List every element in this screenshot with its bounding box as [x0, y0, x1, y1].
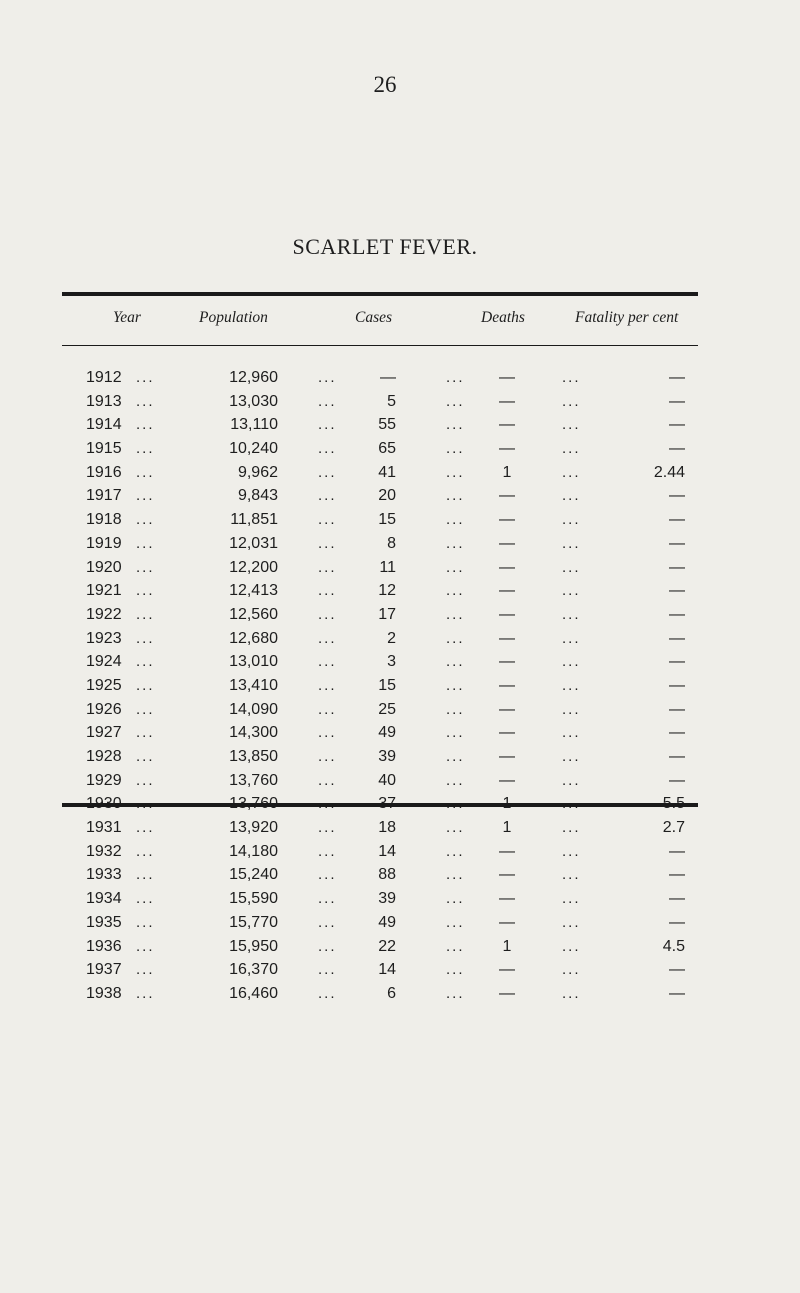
dot-leader: ... [446, 961, 465, 979]
dot-leader: ... [136, 866, 155, 884]
cell-deaths: — [499, 534, 515, 552]
dot-leader: ... [562, 724, 581, 742]
dot-leader: ... [136, 700, 155, 718]
dot-leader: ... [318, 890, 337, 908]
cell-population: 15,240 [229, 866, 278, 884]
cell-deaths: — [499, 771, 515, 789]
cell-deaths: — [499, 748, 515, 765]
table-bottom-rule [62, 803, 698, 807]
dot-leader: ... [318, 676, 337, 694]
dot-leader: ... [562, 487, 581, 505]
cell-population: 10,240 [229, 440, 278, 458]
dot-leader: ... [136, 937, 155, 955]
cell-year: 1916 [86, 463, 122, 481]
cell-cases: 88 [378, 866, 396, 884]
column-header-cases: Cases [355, 309, 393, 326]
cell-population: 16,370 [229, 961, 278, 979]
dot-leader: ... [446, 653, 465, 671]
dot-leader: ... [446, 629, 465, 647]
dot-leader: ... [562, 369, 581, 386]
dot-leader: ... [446, 984, 465, 1002]
table-row [0, 843, 800, 860]
cell-cases: 17 [378, 605, 396, 623]
cell-deaths: 1 [502, 463, 512, 481]
table-row [0, 890, 800, 907]
cell-year: 1931 [86, 819, 122, 837]
cell-fatality: — [669, 984, 685, 1002]
column-header-deaths: Deaths [481, 309, 525, 326]
dot-leader: ... [136, 842, 155, 860]
cell-year: 1937 [86, 961, 122, 979]
cell-fatality: — [669, 416, 685, 434]
dot-leader: ... [136, 913, 155, 931]
cell-population: 15,950 [229, 937, 278, 955]
cell-population: 13,010 [229, 653, 278, 671]
cell-deaths: — [499, 629, 515, 647]
cell-year: 1924 [86, 653, 122, 671]
column-header-fatality: Fatality per cent [575, 309, 679, 326]
cell-deaths: — [499, 653, 515, 671]
dot-leader: ... [136, 511, 155, 529]
dot-leader: ... [136, 748, 155, 765]
dot-leader: ... [318, 842, 337, 860]
dot-leader: ... [318, 558, 337, 576]
dot-leader: ... [562, 511, 581, 529]
cell-year: 1932 [86, 842, 122, 860]
cell-fatality: — [669, 842, 685, 860]
table-row [0, 464, 800, 481]
cell-deaths: — [499, 511, 515, 529]
dot-leader: ... [562, 676, 581, 694]
column-header-year: Year [113, 309, 141, 326]
cell-year: 1921 [86, 582, 122, 600]
table-row [0, 819, 800, 836]
cell-fatality: — [669, 961, 685, 979]
cell-cases: 22 [378, 937, 396, 955]
cell-year: 1935 [86, 913, 122, 931]
table-row [0, 582, 800, 599]
cell-fatality: — [669, 724, 685, 742]
page-number: 26 [373, 72, 397, 97]
dot-leader: ... [446, 676, 465, 694]
dot-leader: ... [562, 463, 581, 481]
cell-population: 14,300 [229, 724, 278, 742]
cell-year: 1915 [86, 440, 122, 458]
cell-cases: 2 [387, 629, 396, 647]
dot-leader: ... [562, 937, 581, 955]
dot-leader: ... [318, 629, 337, 647]
dot-leader: ... [318, 440, 337, 458]
cell-year: 1914 [86, 416, 122, 434]
cell-population: 15,590 [229, 890, 278, 908]
dot-leader: ... [562, 582, 581, 600]
dot-leader: ... [446, 558, 465, 576]
cell-deaths: — [499, 961, 515, 979]
dot-leader: ... [562, 819, 581, 837]
dot-leader: ... [136, 487, 155, 505]
cell-deaths: — [499, 676, 515, 694]
cell-cases: 14 [378, 961, 396, 979]
cell-deaths: — [499, 724, 515, 742]
dot-leader: ... [318, 913, 337, 931]
cell-deaths: — [499, 605, 515, 623]
page-title: SCARLET FEVER. [292, 234, 478, 259]
dot-leader: ... [446, 416, 465, 434]
cell-cases: 65 [378, 440, 396, 458]
dot-leader: ... [136, 605, 155, 623]
cell-cases: 40 [378, 771, 396, 789]
cell-fatality: — [669, 534, 685, 552]
cell-fatality: — [669, 440, 685, 458]
cell-fatality: — [669, 676, 685, 694]
table-row [0, 487, 800, 504]
table-row [0, 653, 800, 670]
cell-population: 15,770 [229, 913, 278, 931]
dot-leader: ... [136, 984, 155, 1002]
dot-leader: ... [446, 511, 465, 529]
dot-leader: ... [136, 771, 155, 789]
dot-leader: ... [446, 724, 465, 742]
cell-fatality: — [669, 605, 685, 623]
table-row [0, 772, 800, 789]
table-row [0, 985, 800, 1002]
dot-leader: ... [136, 819, 155, 837]
dot-leader: ... [136, 440, 155, 458]
dot-leader: ... [446, 700, 465, 718]
table-top-rule [62, 292, 698, 296]
cell-year: 1933 [86, 866, 122, 884]
cell-deaths: — [499, 842, 515, 860]
cell-cases: 3 [387, 653, 396, 671]
cell-deaths: — [499, 700, 515, 718]
table-row [0, 630, 800, 647]
dot-leader: ... [446, 890, 465, 908]
dot-leader: ... [446, 748, 465, 765]
cell-year: 1917 [86, 487, 122, 505]
cell-year: 1925 [86, 676, 122, 694]
dot-leader: ... [136, 463, 155, 481]
cell-deaths: — [499, 558, 515, 576]
table-header-rule [62, 345, 698, 346]
dot-leader: ... [136, 392, 155, 410]
dot-leader: ... [318, 605, 337, 623]
table-row [0, 866, 800, 883]
cell-population: 13,920 [229, 819, 278, 837]
cell-fatality: — [669, 771, 685, 789]
dot-leader: ... [318, 653, 337, 671]
dot-leader: ... [446, 392, 465, 410]
cell-deaths: — [499, 984, 515, 1002]
dot-leader: ... [562, 771, 581, 789]
dot-leader: ... [562, 416, 581, 434]
cell-fatality: — [669, 558, 685, 576]
table-header [0, 309, 800, 333]
dot-leader: ... [562, 961, 581, 979]
cell-population: 12,560 [229, 605, 278, 623]
cell-population: 9,962 [237, 463, 278, 481]
dot-leader: ... [562, 700, 581, 718]
cell-cases: 49 [378, 724, 396, 742]
cell-cases: 18 [378, 819, 396, 837]
dot-leader: ... [318, 984, 337, 1002]
dot-leader: ... [136, 653, 155, 671]
dot-leader: ... [136, 676, 155, 694]
cell-population: 13,030 [229, 392, 278, 410]
dot-leader: ... [318, 416, 337, 434]
cell-year: 1923 [86, 629, 122, 647]
cell-population: 14,180 [229, 842, 278, 860]
dot-leader: ... [446, 842, 465, 860]
dot-leader: ... [318, 771, 337, 789]
dot-leader: ... [446, 866, 465, 884]
table-row [0, 511, 800, 528]
dot-leader: ... [562, 440, 581, 458]
cell-population: 13,110 [230, 416, 278, 434]
cell-deaths: — [499, 913, 515, 931]
cell-fatality: — [669, 748, 685, 765]
dot-leader: ... [318, 700, 337, 718]
cell-cases: 49 [378, 913, 396, 931]
dot-leader: ... [446, 440, 465, 458]
cell-fatality: — [669, 511, 685, 529]
cell-population: 12,200 [229, 558, 278, 576]
cell-year: 1929 [86, 771, 122, 789]
dot-leader: ... [446, 582, 465, 600]
cell-population: 11,851 [230, 511, 278, 529]
dot-leader: ... [136, 558, 155, 576]
cell-cases: 15 [378, 676, 396, 694]
dot-leader: ... [562, 913, 581, 931]
cell-deaths: — [499, 392, 515, 410]
dot-leader: ... [318, 463, 337, 481]
cell-cases: 5 [387, 392, 396, 410]
cell-deaths: — [499, 866, 515, 884]
dot-leader: ... [446, 369, 465, 386]
cell-fatality: — [669, 913, 685, 931]
cell-population: 14,090 [229, 700, 278, 718]
dot-leader: ... [136, 890, 155, 908]
dot-leader: ... [136, 961, 155, 979]
cell-fatality: — [669, 866, 685, 884]
cell-fatality: 4.5 [662, 937, 685, 955]
cell-population: 13,850 [229, 748, 278, 765]
cell-year: 1928 [86, 748, 122, 765]
dot-leader: ... [136, 369, 155, 386]
table-row [0, 535, 800, 552]
cell-population: 13,410 [229, 676, 278, 694]
dot-leader: ... [318, 748, 337, 765]
dot-leader: ... [318, 937, 337, 955]
table-row [0, 914, 800, 931]
cell-cases: 11 [379, 558, 396, 576]
cell-deaths: 1 [502, 819, 512, 837]
cell-fatality: — [669, 629, 685, 647]
cell-cases: 12 [378, 582, 396, 600]
cell-year: 1936 [86, 937, 122, 955]
table-row [0, 961, 800, 978]
cell-cases: 25 [378, 700, 396, 718]
cell-cases: 39 [378, 748, 396, 765]
cell-population: 9,843 [237, 487, 278, 505]
cell-fatality: — [669, 582, 685, 600]
table-row [0, 440, 800, 457]
cell-population: 12,680 [229, 629, 278, 647]
dot-leader: ... [136, 724, 155, 742]
cell-fatality: 2.7 [662, 819, 685, 837]
dot-leader: ... [318, 511, 337, 529]
table-row [0, 701, 800, 718]
dot-leader: ... [562, 842, 581, 860]
cell-cases: 6 [387, 984, 396, 1002]
table-row [0, 748, 800, 765]
cell-cases: 41 [378, 463, 396, 481]
cell-cases: 20 [378, 487, 396, 505]
cell-deaths: — [499, 890, 515, 908]
cell-population: 12,031 [229, 534, 278, 552]
dot-leader: ... [446, 937, 465, 955]
table-row [0, 938, 800, 955]
cell-population: 13,760 [229, 771, 278, 789]
cell-deaths: 1 [502, 937, 512, 955]
dot-leader: ... [318, 392, 337, 410]
cell-year: 1938 [86, 984, 122, 1002]
dot-leader: ... [562, 748, 581, 765]
dot-leader: ... [562, 558, 581, 576]
dot-leader: ... [562, 984, 581, 1002]
dot-leader: ... [446, 463, 465, 481]
cell-cases: 39 [378, 890, 396, 908]
dot-leader: ... [318, 369, 337, 386]
dot-leader: ... [318, 724, 337, 742]
dot-leader: ... [446, 534, 465, 552]
dot-leader: ... [318, 819, 337, 837]
dot-leader: ... [136, 416, 155, 434]
dot-leader: ... [318, 487, 337, 505]
dot-leader: ... [562, 392, 581, 410]
dot-leader: ... [562, 629, 581, 647]
cell-cases: 55 [378, 416, 396, 434]
dot-leader: ... [318, 582, 337, 600]
cell-cases: 14 [378, 842, 396, 860]
cell-fatality: — [669, 487, 685, 505]
cell-fatality: — [669, 700, 685, 718]
cell-year: 1922 [86, 605, 122, 623]
dot-leader: ... [318, 866, 337, 884]
dot-leader: ... [446, 771, 465, 789]
column-header-population: Population [199, 309, 268, 326]
dot-leader: ... [318, 534, 337, 552]
cell-fatality: — [669, 890, 685, 908]
dot-leader: ... [136, 582, 155, 600]
cell-fatality: 2.44 [653, 463, 685, 481]
dot-leader: ... [562, 605, 581, 623]
table-row [0, 724, 800, 741]
dot-leader: ... [136, 629, 155, 647]
table-row [0, 606, 800, 623]
cell-year: 1926 [86, 700, 122, 718]
dot-leader: ... [446, 487, 465, 505]
dot-leader: ... [446, 605, 465, 623]
cell-deaths: — [499, 440, 515, 458]
cell-population: 12,960 [229, 369, 278, 386]
dot-leader: ... [562, 866, 581, 884]
cell-cases: — [380, 369, 396, 386]
cell-deaths: — [499, 416, 515, 434]
dot-leader: ... [318, 961, 337, 979]
cell-year: 1913 [86, 392, 122, 410]
dot-leader: ... [562, 534, 581, 552]
cell-cases: 15 [378, 511, 396, 529]
cell-deaths: — [499, 487, 515, 505]
dot-leader: ... [446, 913, 465, 931]
cell-fatality: — [669, 653, 685, 671]
cell-population: 12,413 [229, 582, 278, 600]
dot-leader: ... [446, 819, 465, 837]
table-row [0, 559, 800, 576]
table-row [0, 416, 800, 433]
cell-year: 1934 [86, 890, 122, 908]
cell-year: 1920 [86, 558, 122, 576]
table-body [0, 369, 800, 1009]
dot-leader: ... [562, 653, 581, 671]
dot-leader: ... [562, 890, 581, 908]
cell-year: 1912 [86, 369, 122, 386]
cell-deaths: — [499, 582, 515, 600]
cell-deaths: — [499, 369, 515, 386]
cell-year: 1918 [86, 511, 122, 529]
table-row [0, 393, 800, 410]
cell-fatality: — [669, 392, 685, 410]
cell-population: 16,460 [229, 984, 278, 1002]
dot-leader: ... [136, 534, 155, 552]
table-row [0, 677, 800, 694]
cell-year: 1927 [86, 724, 122, 742]
cell-cases: 8 [387, 534, 396, 552]
table-row [0, 369, 800, 386]
cell-year: 1919 [86, 534, 122, 552]
cell-fatality: — [669, 369, 685, 386]
